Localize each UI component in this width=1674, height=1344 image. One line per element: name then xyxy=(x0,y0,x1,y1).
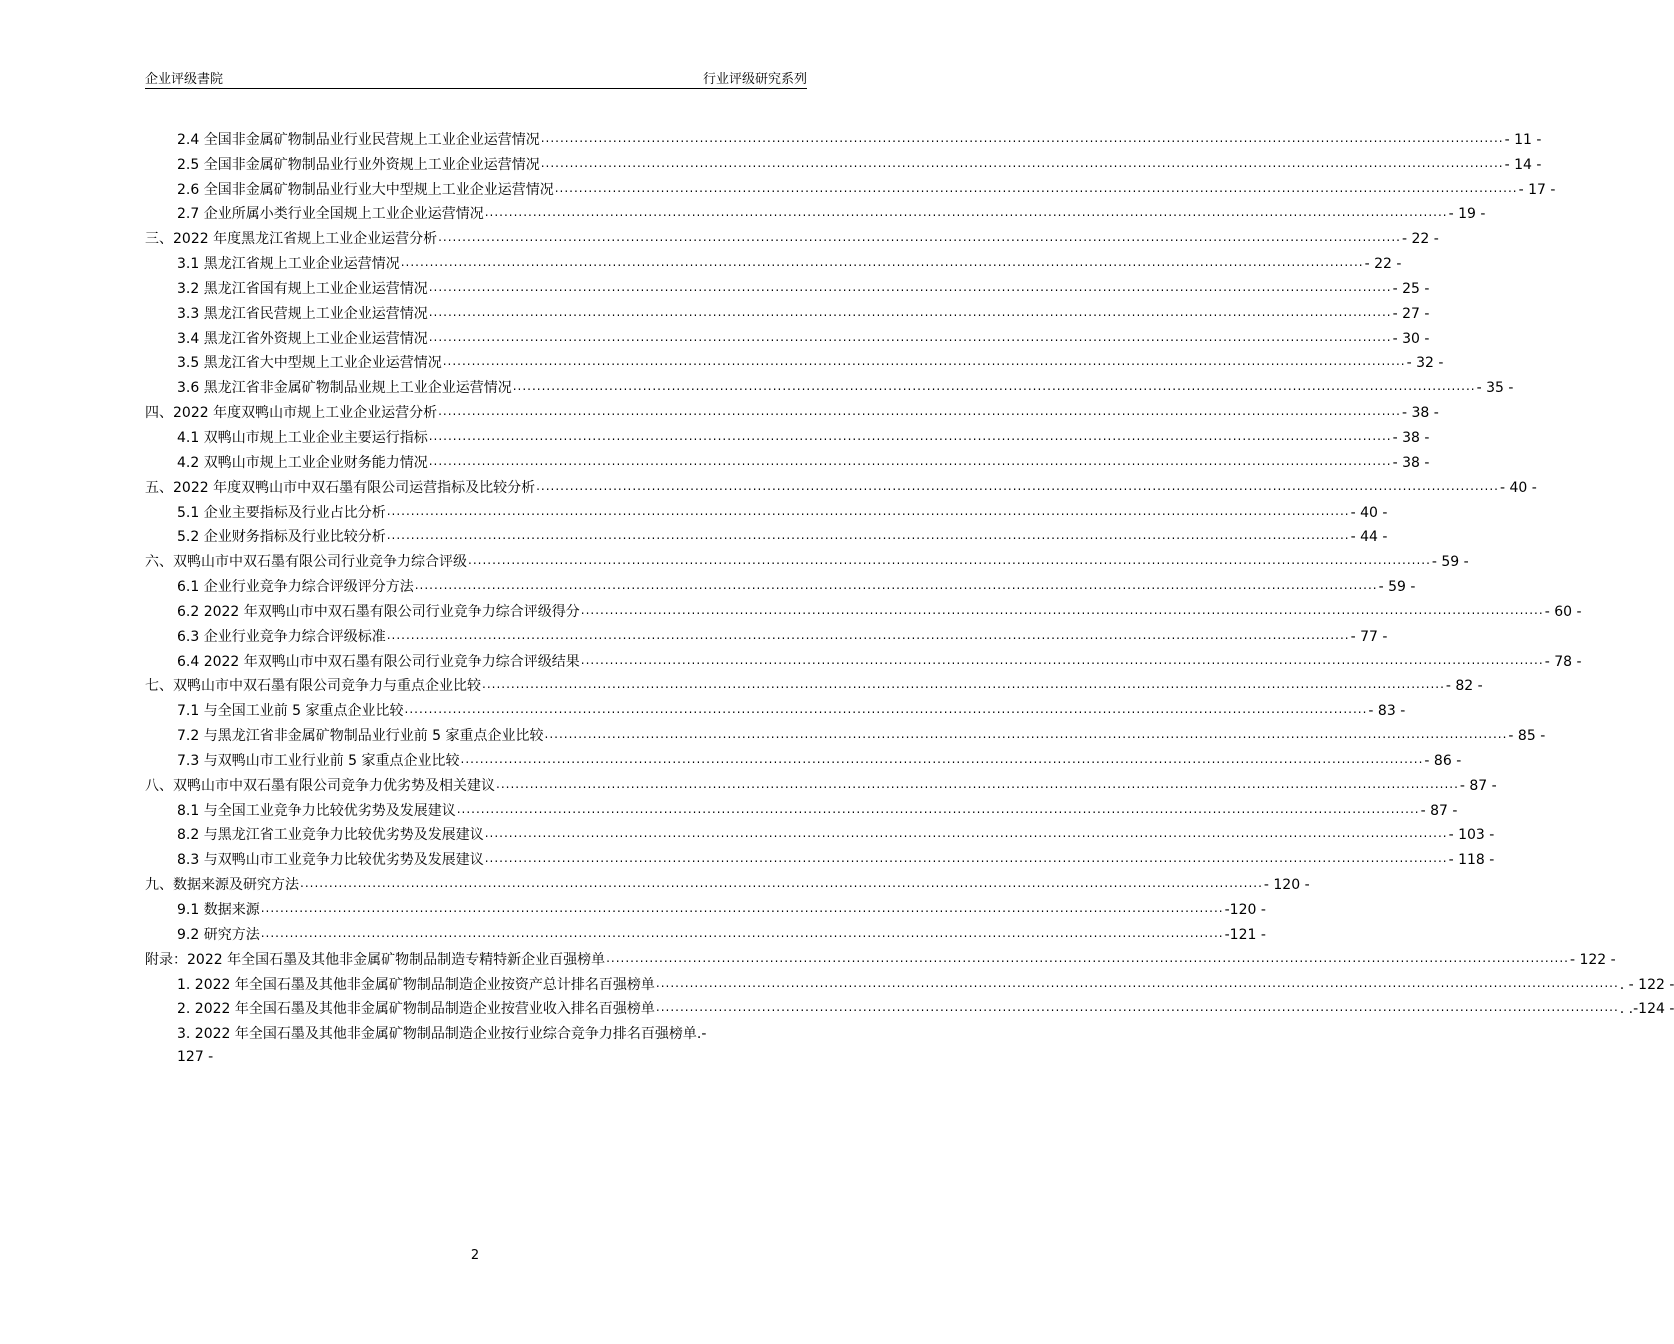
toc-entry[interactable] xyxy=(145,298,1430,323)
toc-entry-title: 3.5 黑龙江省大中型规上工业企业运营情况 xyxy=(177,355,442,372)
toc-entry[interactable] xyxy=(145,372,1514,397)
toc-entry-page: - 120 - xyxy=(1263,877,1310,894)
toc-entry[interactable] xyxy=(145,422,1430,447)
toc-entry-page: - 38 - xyxy=(1392,454,1430,471)
toc-entry-page: - 17 - xyxy=(1518,181,1556,198)
toc-entry[interactable] xyxy=(145,596,1582,621)
toc-entry-title: 3.4 黑龙江省外资规上工业企业运营情况 xyxy=(177,330,428,347)
toc-entry-title: 4.2 双鸭山市规上工业企业财务能力情况 xyxy=(177,454,428,471)
toc-entry[interactable] xyxy=(145,695,1406,720)
toc-entry-page: - 86 - xyxy=(1424,752,1462,769)
toc-entry-page: - 77 - xyxy=(1350,628,1388,645)
toc-entry[interactable] xyxy=(145,248,1402,273)
toc-dot-leader: ........................................................................................................................................................................................................ xyxy=(428,304,1392,319)
toc-entry-title: 2.7 企业所属小类行业全国规上工业企业运营情况 xyxy=(177,206,484,223)
toc-entry-page: - 38 - xyxy=(1401,405,1439,422)
toc-entry-page: - 82 - xyxy=(1445,678,1483,695)
toc-entry-page: - 30 - xyxy=(1392,330,1430,347)
toc-entry-title: 8.3 与双鸭山市工业竞争力比较优劣势及发展建议 xyxy=(177,852,484,869)
toc-entry-title: 2. 2022 年全国石墨及其他非金属矿物制品制造企业按营业收入排名百强榜单 xyxy=(177,1001,655,1018)
toc-entry-page: - 40 - xyxy=(1499,479,1537,496)
toc-entry[interactable] xyxy=(145,994,1674,1019)
toc-dot-leader: ........................................................................................................................................................................................................ xyxy=(428,428,1392,443)
toc-entry[interactable] xyxy=(145,174,1556,199)
toc-entry[interactable] xyxy=(145,1018,807,1068)
toc-entry-page: - 59 - xyxy=(1431,554,1469,571)
toc-dot-leader: ........................................................................................................................................................................................................ xyxy=(428,279,1392,294)
toc-entry-page: - 60 - xyxy=(1544,603,1582,620)
toc-entry-title: 9.2 研究方法 xyxy=(177,926,260,943)
toc-dot-leader: ........................................................................................................................................................................................................ xyxy=(482,677,1445,692)
toc-dot-leader: ........................................................................................................................................................................................................ xyxy=(438,404,1401,419)
toc-entry-page: - 22 - xyxy=(1401,231,1439,248)
table-of-contents xyxy=(145,124,1674,1068)
toc-dot-leader: ........................................................................................................................................................................................................ xyxy=(260,901,1224,915)
toc-entry-title: 5.2 企业财务指标及行业比较分析 xyxy=(177,529,386,546)
toc-entry-title: 6.4 2022 年双鸭山市中双石墨有限公司行业竞争力综合评级结果 xyxy=(177,653,580,670)
toc-dot-leader: ........................................................................................................................................................................................................ xyxy=(580,602,1544,617)
toc-entry-title: 六、双鸭山市中双石墨有限公司行业竞争力综合评级 xyxy=(145,554,467,571)
toc-entry[interactable] xyxy=(145,919,1266,944)
toc-entry[interactable] xyxy=(145,820,1495,845)
toc-dot-leader: ........................................................................................................................................................................................................ xyxy=(442,354,1406,369)
toc-dot-leader: ........................................................................................................................................................................................................ xyxy=(260,925,1224,940)
toc-entry-page: -120 - xyxy=(1224,902,1266,918)
toc-dot-leader: ........................................................................................................................................................................................................ xyxy=(460,751,1424,766)
toc-dot-leader: ........................................................................................................................................................................................................ xyxy=(554,180,1518,195)
toc-entry-title: 7.1 与全国工业前 5 家重点企业比较 xyxy=(177,703,404,720)
page-number: 2 xyxy=(470,1248,480,1263)
toc-entry-page: - 78 - xyxy=(1544,653,1582,670)
toc-entry-title: 八、双鸭山市中双石墨有限公司竞争力优劣势及相关建议 xyxy=(145,777,495,794)
toc-entry-page: - 59 - xyxy=(1378,579,1416,596)
toc-entry[interactable] xyxy=(145,969,1674,994)
toc-entry[interactable] xyxy=(145,720,1546,745)
toc-dot-leader: ........................................................................................................................................................................................................ xyxy=(300,876,1263,891)
toc-entry-page: . .-124 - xyxy=(1619,1001,1674,1018)
toc-entry-page: - 25 - xyxy=(1392,280,1430,297)
toc-entry-title: 四、2022 年度双鸭山市规上工业企业运营分析 xyxy=(145,405,438,422)
toc-entry-title: 3. 2022 年全国石墨及其他非金属矿物制品制造企业按行业综合竞争力排名百强榜单 xyxy=(177,1026,697,1043)
toc-entry-page: - 11 - xyxy=(1504,131,1542,148)
toc-entry-page: - 103 - xyxy=(1448,827,1495,844)
toc-entry-title: 8.2 与黑龙江省工业竞争力比较优劣势及发展建议 xyxy=(177,827,484,844)
toc-dot-leader: ........................................................................................................................................................................................................ xyxy=(540,155,1504,170)
toc-entry-title: 2.5 全国非金属矿物制品业行业外资规上工业企业运营情况 xyxy=(177,156,540,173)
toc-entry[interactable] xyxy=(145,869,1310,894)
toc-entry[interactable] xyxy=(145,199,1486,224)
toc-entry[interactable] xyxy=(145,795,1458,820)
toc-entry[interactable] xyxy=(145,497,1388,522)
toc-entry-page: . - 122 - xyxy=(1619,976,1674,993)
toc-dot-leader: ........................................................................................................................................................................................................ xyxy=(456,801,1420,816)
toc-entry-title: 三、2022 年度黑龙江省规上工业企业运营分析 xyxy=(145,231,438,248)
toc-entry-title: 3.2 黑龙江省国有规上工业企业运营情况 xyxy=(177,280,428,297)
toc-entry[interactable] xyxy=(145,124,1542,149)
toc-dot-leader: ........................................................................................................................................................................................................ xyxy=(484,826,1448,841)
toc-entry-title: 8.1 与全国工业竞争力比较优劣势及发展建议 xyxy=(177,802,456,819)
toc-entry[interactable] xyxy=(145,844,1495,869)
toc-entry-page: - 87 - xyxy=(1459,777,1497,794)
toc-entry-page: - 32 - xyxy=(1406,355,1444,372)
toc-entry-title: 4.1 双鸭山市规上工业企业主要运行指标 xyxy=(177,429,428,446)
toc-entry-page: - 38 - xyxy=(1392,429,1430,446)
toc-dot-leader: ........................................................................................................................................................................................................ xyxy=(428,453,1392,468)
toc-entry-title: 6.1 企业行业竞争力综合评级评分方法 xyxy=(177,579,414,596)
toc-entry-page: - 118 - xyxy=(1448,852,1495,869)
toc-dot-leader: ........................................................................................................................................................................................................ xyxy=(468,553,1431,568)
toc-entry[interactable] xyxy=(145,944,1616,969)
toc-entry-title: 6.2 2022 年双鸭山市中双石墨有限公司行业竞争力综合评级得分 xyxy=(177,603,580,620)
toc-entry-page: - 83 - xyxy=(1368,703,1406,720)
toc-entry-page: - 40 - xyxy=(1350,504,1388,521)
toc-entry-title: 7.2 与黑龙江省非金属矿物制品业行业前 5 家重点企业比较 xyxy=(177,728,544,745)
toc-dot-leader: ........................................................................................................................................................................................................ xyxy=(386,503,1350,518)
toc-entry-title: 5.1 企业主要指标及行业占比分析 xyxy=(177,504,386,521)
toc-entry-title: 9.1 数据来源 xyxy=(177,902,260,918)
toc-entry[interactable] xyxy=(145,745,1462,770)
toc-dot-leader: ........................................................................................................................................................................................................ xyxy=(580,652,1544,667)
toc-entry-leader-tail: .- xyxy=(696,1026,707,1043)
toc-dot-leader: ........................................................................................................................................................................................................ xyxy=(400,255,1364,270)
toc-entry[interactable] xyxy=(145,646,1582,671)
header-publisher: 企业评级書院 xyxy=(145,72,224,87)
toc-dot-leader: ........................................................................................................................................................................................................ xyxy=(536,478,1499,493)
toc-dot-leader: ........................................................................................................................................................................................................ xyxy=(484,205,1448,220)
toc-entry-page: - 19 - xyxy=(1448,206,1486,223)
toc-dot-leader: ........................................................................................................................................................................................................ xyxy=(386,528,1350,543)
toc-entry-title: 6.3 企业行业竞争力综合评级标准 xyxy=(177,628,386,645)
page-header xyxy=(145,68,807,89)
toc-entry[interactable] xyxy=(145,621,1388,646)
toc-dot-leader: ........................................................................................................................................................................................................ xyxy=(404,702,1368,717)
toc-entry[interactable] xyxy=(145,472,1537,497)
toc-dot-leader: ........................................................................................................................................................................................................ xyxy=(655,1000,1619,1015)
toc-entry-page: - 44 - xyxy=(1350,529,1388,546)
toc-entry[interactable] xyxy=(145,447,1430,472)
toc-entry-page: - 22 - xyxy=(1364,256,1402,273)
toc-entry-title: 3.6 黑龙江省非金属矿物制品业规上工业企业运营情况 xyxy=(177,380,512,397)
toc-entry[interactable] xyxy=(145,323,1430,348)
toc-entry[interactable] xyxy=(145,546,1469,571)
header-series-title: 行业评级研究系列 xyxy=(702,72,807,87)
toc-entry-title: 五、2022 年度双鸭山市中双石墨有限公司运营指标及比较分析 xyxy=(145,479,536,496)
toc-entry[interactable] xyxy=(145,397,1439,422)
toc-entry-page: - 85 - xyxy=(1508,728,1546,745)
toc-entry-page: 127 - xyxy=(177,1049,214,1066)
toc-entry-title: 七、双鸭山市中双石墨有限公司竞争力与重点企业比较 xyxy=(145,678,481,695)
toc-dot-leader: ........................................................................................................................................................................................................ xyxy=(484,851,1448,866)
toc-dot-leader: ........................................................................................................................................................................................................ xyxy=(414,578,1378,593)
toc-entry-page: - 87 - xyxy=(1420,802,1458,819)
toc-entry-title: 2.6 全国非金属矿物制品业行业大中型规上工业企业运营情况 xyxy=(177,181,554,198)
toc-entry-title: 2.4 全国非金属矿物制品业行业民营规上工业企业运营情况 xyxy=(177,131,540,148)
toc-dot-leader: ........................................................................................................................................................................................................ xyxy=(540,130,1504,145)
toc-entry-title: 3.1 黑龙江省规上工业企业运营情况 xyxy=(177,256,400,273)
toc-entry[interactable] xyxy=(145,522,1388,547)
toc-entry-page: - 27 - xyxy=(1392,305,1430,322)
toc-entry-page: - 122 - xyxy=(1569,951,1616,968)
toc-entry-title: 九、数据来源及研究方法 xyxy=(145,877,299,894)
toc-entry-title: 附录：2022 年全国石墨及其他非金属矿物制品制造专精特新企业百强榜单 xyxy=(145,951,606,968)
toc-entry-title: 7.3 与双鸭山市工业行业前 5 家重点企业比较 xyxy=(177,752,460,769)
toc-entry-page: -121 - xyxy=(1224,926,1266,943)
toc-dot-leader: ........................................................................................................................................................................................................ xyxy=(386,627,1350,642)
toc-entry[interactable] xyxy=(145,671,1483,696)
toc-entry-title: 3.3 黑龙江省民营规上工业企业运营情况 xyxy=(177,305,428,322)
toc-dot-leader: ........................................................................................................................................................................................................ xyxy=(512,379,1476,394)
toc-entry[interactable] xyxy=(145,894,1266,919)
toc-entry[interactable] xyxy=(145,149,1542,174)
toc-dot-leader: ........................................................................................................................................................................................................ xyxy=(606,950,1569,965)
toc-entry[interactable] xyxy=(145,770,1497,795)
toc-dot-leader: ........................................................................................................................................................................................................ xyxy=(544,727,1508,742)
toc-entry-page: - 35 - xyxy=(1476,380,1514,397)
toc-dot-leader: ........................................................................................................................................................................................................ xyxy=(496,776,1459,791)
toc-dot-leader: ........................................................................................................................................................................................................ xyxy=(655,975,1619,990)
toc-entry-page: - 14 - xyxy=(1504,156,1542,173)
toc-entry[interactable] xyxy=(145,273,1430,298)
toc-entry[interactable] xyxy=(145,571,1416,596)
toc-dot-leader: ........................................................................................................................................................................................................ xyxy=(428,329,1392,344)
toc-entry[interactable] xyxy=(145,348,1444,373)
toc-entry-title: 1. 2022 年全国石墨及其他非金属矿物制品制造企业按资产总计排名百强榜单 xyxy=(177,976,655,993)
toc-entry[interactable] xyxy=(145,223,1439,248)
toc-dot-leader: ........................................................................................................................................................................................................ xyxy=(438,230,1401,245)
